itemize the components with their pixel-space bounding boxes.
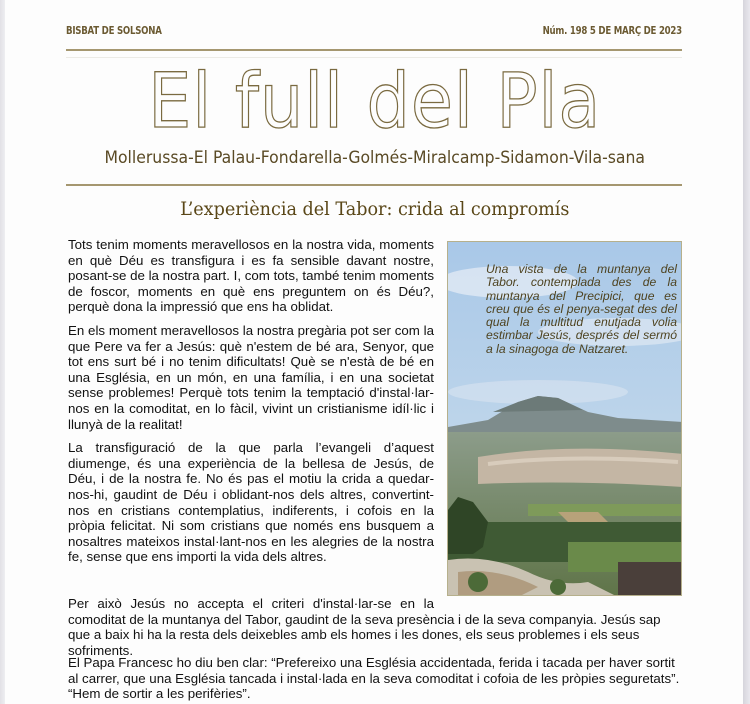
masthead-topbar: [66, 25, 682, 41]
newsletter-title: El full del Pla: [148, 56, 602, 145]
paragraph-continuation: comoditat de la muntanya del Tabor, gaudint de la seva presència i de la seva companyia. Jesús sap que a baix hi ha la resta dels deixebles amb els homes i les dones, els seus problemes i els seus sofriments.: [68, 611, 661, 658]
top-rule: [66, 49, 682, 51]
article-headline: L’experiència del Tabor: crida al compromís: [180, 199, 570, 220]
article-column: [68, 237, 434, 573]
photo-caption: Una vista de la muntanya del Tabor. contemplada des de la muntanya del Precipici, que es creu que és el penya-segat des del qual la multitud enutjada volia estimbar Jesús, després del sermó a la sinagoga de Natzaret.: [486, 262, 677, 356]
tabor-photo: [447, 241, 682, 596]
publisher-label: BISBAT DE SOLSONA: [66, 25, 162, 37]
paragraph: La transfiguració de la que parla l’evangeli d’aquest diumenge, és una experiència de la bellesa de Jesús, de Déu, i de la nostra fe. No és pas el motiu la crida a quedar-nos-hi, gaudint de Déu i oblidant-nos dels altres, convertint-nos en cristians contemplatius, indiferents, i cofois en la pròpia felicitat. Ni som cristians que només ens busquem a nosaltres mateixos instal·lant-nos en les alegries de la nostra fe, sense que ens importi la vida dels altres.: [68, 440, 434, 565]
header-rule: [66, 184, 682, 186]
issue-date: Núm. 198 5 DE MARÇ DE 2023: [542, 25, 682, 37]
paragraph: Tots tenim moments meravellosos en la nostra vida, moments en què Déu es transfigura i es fa sensible davant nostre, posant-se de la nostra part. I, com tots, també tenim moments de foscor, moments en què ens preguntem on és Déu?, perquè dona la impressió que ens ha oblidat.: [68, 237, 434, 315]
paragraph-wrap-start: Per això Jesús no accepta el criteri d'instal·lar-se en la: [68, 596, 434, 611]
paragraph: En els moment meravellosos la nostra pregària pot ser com la que Pere va fer a Jesús: què n'estem de bé ara, Senyor, que tot ens surt bé i no tenim dificultats! Què se n'està de bé en una Església, en un món, en una família, i en una societat sense problemes! Perquè tots tenim la temptació d'instal·lar-nos en la comoditat, en lo fàcil, vivint un cristianisme idíl·lic i llunyà de la realitat!: [68, 322, 434, 432]
parishes-subtitle: Mollerussa-El Palau-Fondarella-Golmés-Miralcamp-Sidamon-Vila-sana: [104, 148, 646, 168]
paragraph-pope-quote: El Papa Francesc ho diu ben clar: “Prefereixo una Església accidentada, ferida i tacada per haver sortit al carrer, que una Església tancada i instal·lada en la seva comoditat i cofoia de les pròpies seguretats”. “Hem de sortir a les perifèries”.: [68, 655, 680, 702]
